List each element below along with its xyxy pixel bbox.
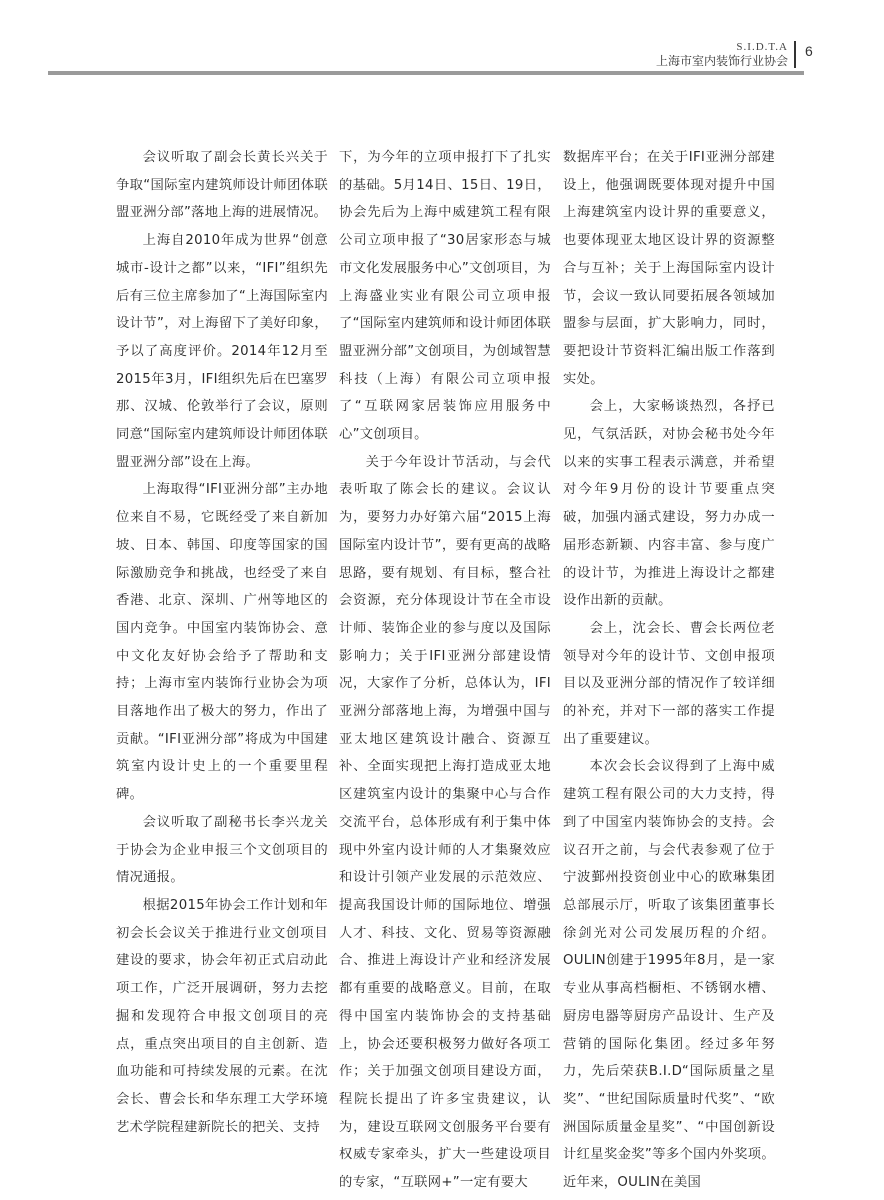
paragraph-continued: 数据库平台；在关于IFI亚洲分部建设上，他强调既要体现对提升中国上海建筑室内设计界的重要意义，也要体现亚太地区设计界的资源整合与互补；关于上海国际室内设计节，会议一致认同要拓展各领域加盟参与层面，扩大影响力，同时，要把设计节资料汇编出版工作落到实处。 [563, 150, 775, 387]
paragraph: 上海取得“IFI亚洲分部”主办地位来自不易，它既经受了来自新加坡、日本、韩国、印度等国家的国际激励竞争和挑战，也经受了来自香港、北京、深圳、广州等地区的国内竞争。中国室内装饰协会、意中文化友好协会给予了帮助和支持；上海市室内装饰行业协会为项目落地作出了极大的努力，作出了贡献。“IFI亚洲分部”将成为中国建筑室内设计史上的一个重要里程碑。 [116, 482, 328, 803]
paragraph: 会议听取了副会长黄长兴关于争取“国际室内建筑师设计师团体联盟亚洲分部”落地上海的进展情况。 [116, 150, 328, 221]
paragraph: 关于今年设计节活动，与会代表听取了陈会长的建议。会议认为，要努力办好第六届“2015上海国际室内设计节”，要有更高的战略思路，要有规划、有目标，整合社会资源，充分体现设计节在全市设计师、装饰企业的参与度以及国际影响力；关于IFI亚洲分部建设情况，大家作了分析，总体认为，IFI亚洲分部落地上海，为增强中国与亚太地区建筑设计融合、资源互补、全面实现把上海打造成亚太地区建筑室内设计的集聚中心与合作交流平台，总体形成有利于集中体现中外室内设计师的人才集聚效应和设计引领产业发展的示范效应、提高我国设计师的国际地位、增强人才、科技、文化、贸易等资源融合、推进上海设计产业和经济发展都有重要的战略意义。目前，在取得中国室内装饰协会的支持基础上，协会还要积极努力做好各项工作；关于加强文创项目建设方面，程院长提出了许多宝贵建议，认为，建设互联网文创服务平台要有权威专家牵头，扩大一些建设项目的专家，“互联网+”一定有要大 [339, 454, 551, 1191]
masthead [656, 42, 788, 67]
article-column-2 [339, 144, 551, 1197]
paragraph: 根据2015年协会工作计划和年初会长会议关于推进行业文创项目建设的要求，协会年初正式启动此项工作，广泛开展调研，努力去挖掘和发现符合申报文创项目的亮点，重点突出项目的自主创新、造血功能和可持续发展的元素。在沈会长、曹会长和华东理工大学环境艺术学院程建新院长的把关、支持 [116, 897, 328, 1135]
brand-english: S.I.D.T.A [736, 41, 788, 53]
page-number: 6 [805, 43, 813, 59]
brand-chinese: 上海市室内装饰行业协会 [655, 54, 788, 68]
header-rule [48, 71, 804, 75]
paragraph: 上海自2010年成为世界“创意城市-设计之都”以来，“IFI”组织先后有三位主席参加了“上海国际室内设计节”，对上海留下了美好印象，予以了高度评价。2014年12月至2015年3月，IFI组织先后在巴塞罗那、汉城、伦敦举行了会议，原则同意“国际室内建筑师设计师团体联盟亚洲分部”设在上海。 [116, 233, 328, 470]
article-column-3 [563, 144, 775, 1197]
page-number-divider [794, 41, 796, 68]
paragraph: 本次会长会议得到了上海中威建筑工程有限公司的大力支持，得到了中国室内装饰协会的支持。会议召开之前，与会代表参观了位于宁波鄞州投资创业中心的欧琳集团总部展示厅，听取了该集团董事长徐剑光对公司发展历程的介绍。OULIN创建于1995年8月，是一家专业从事高档橱柜、不锈钢水槽、厨房电器等厨房产品设计、生产及营销的国际化集团。经过多年努力，先后荣获B.I.D“国际质量之星奖”、“世纪国际质量时代奖”、“欧洲国际质量金星奖”、“中国创新设计红星奖金奖”等多个国内外奖项。近年来，OULIN在美国 [563, 759, 775, 1191]
paragraph: 会上，沈会长、曹会长两位老领导对今年的设计节、文创申报项目以及亚洲分部的情况作了较详细的补充，并对下一部的落实工作提出了重要建议。 [563, 620, 775, 747]
paragraph: 会议听取了副秘书长李兴龙关于协会为企业申报三个文创项目的情况通报。 [116, 814, 328, 886]
paragraph: 会上，大家畅谈热烈，各抒已见，气氛活跃，对协会秘书处今年以来的实事工程表示满意，并希望对今年9月份的设计节要重点突破，加强内涵式建设，努力办成一届形态新颖、内容丰富、参与度广的设计节，为推进上海设计之都建设作出新的贡献。 [563, 399, 775, 609]
paragraph-continued: 下，为今年的立项申报打下了扎实的基础。5月14日、15日、19日，协会先后为上海中威建筑工程有限公司立项申报了“30居家形态与城市文化发展服务中心”文创项目，为上海盛业实业有限公司立项申报了“国际室内建筑师和设计师团体联盟亚洲分部”文创项目，为创域智慧科技（上海）有限公司立项申报了“互联网家居装饰应用服务中心”文创项目。 [339, 150, 551, 443]
article-column-1 [116, 144, 328, 1141]
